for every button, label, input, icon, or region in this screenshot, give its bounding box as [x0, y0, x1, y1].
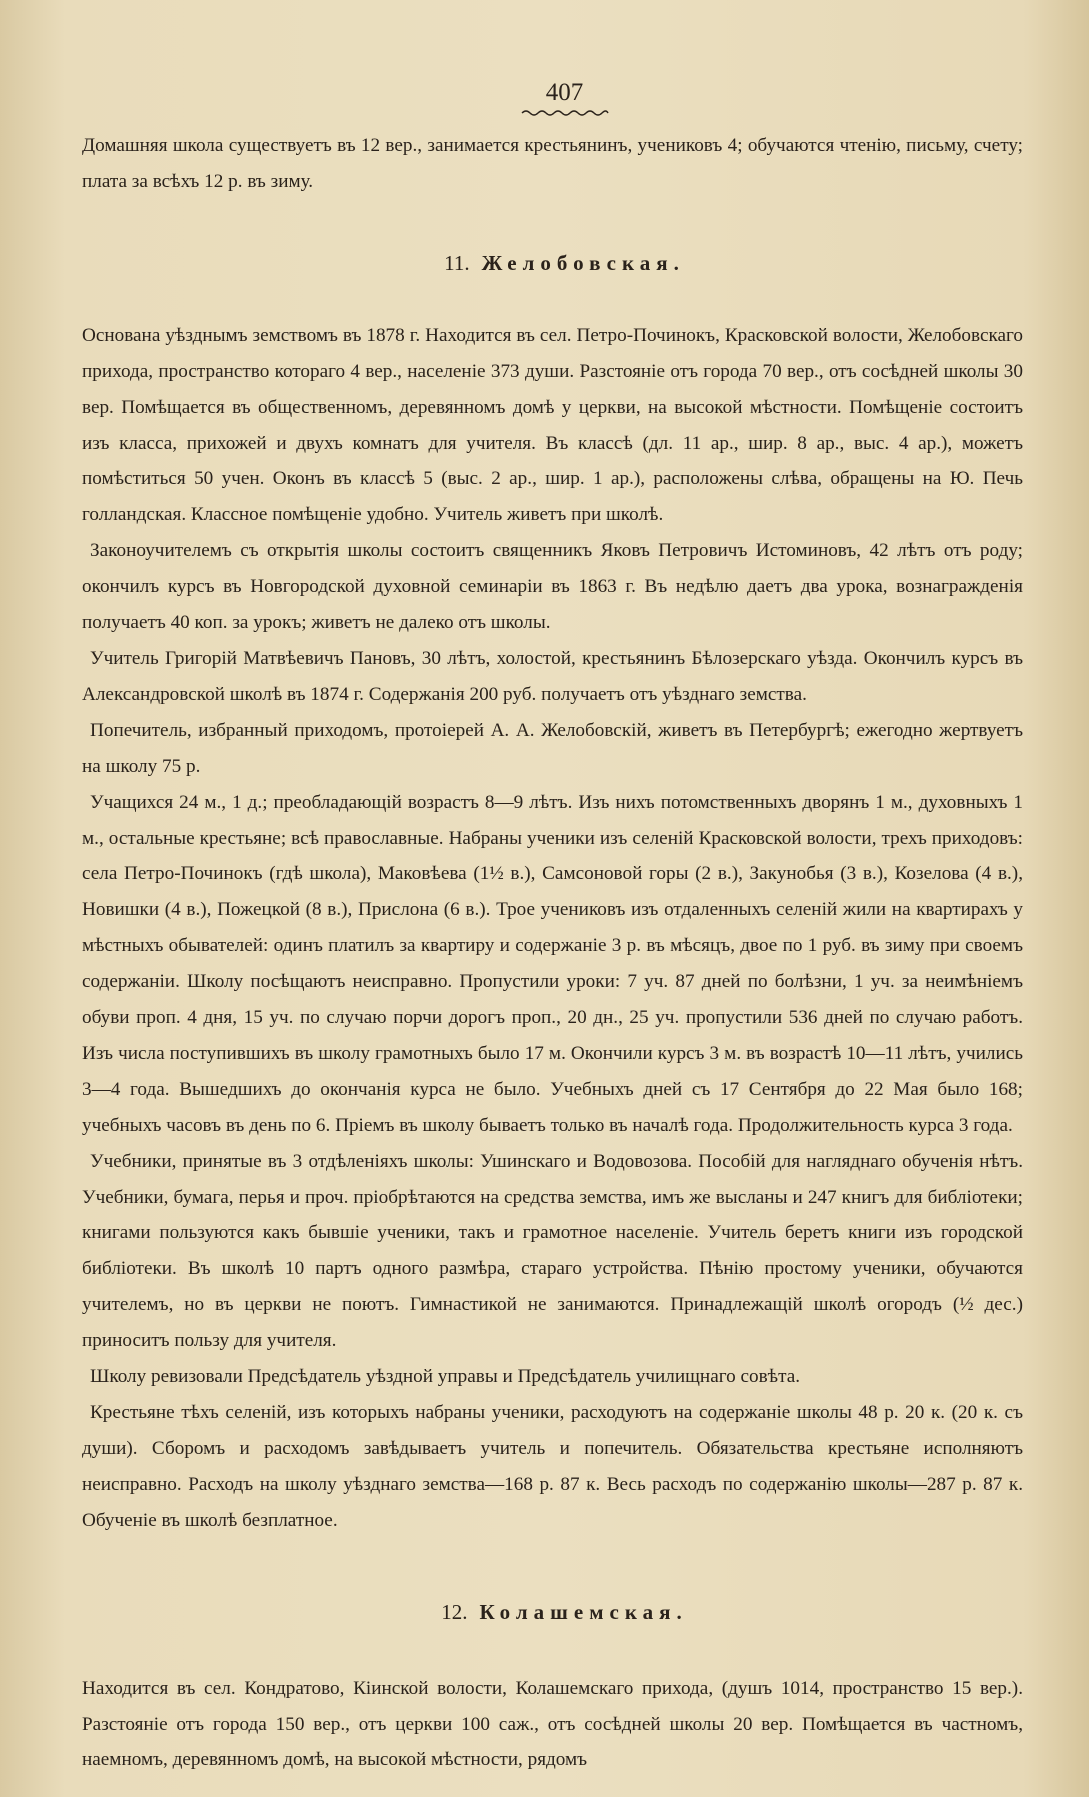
intro-paragraph: Домашняя школа существуетъ въ 12 вер., занимается крестьянинъ, учениковъ 4; обучаются чтенію, письму, счету; плата за всѣхъ 12 р. въ зиму.: [82, 135, 1023, 192]
section-heading-12: [106, 1597, 1023, 1627]
section-11-paragraph-5: Учащихся 24 м., 1 д.; преобладающій возрастъ 8—9 лѣтъ. Изъ нихъ потомственныхъ дворянъ 1 м., духовныхъ 1 м., остальные крестьяне; всѣ православные. Набраны ученики изъ селеній Красковской волости, трехъ приходовъ: села Петро-Починокъ (гдѣ школа), Маковѣева (1½ в.), Самсоновой горы (2 в.), Закунобья (3 в.), Козелова (4 в.), Новишки (4 в.), Пожецкой (8 в.), Прислона (6 в.). Трое учениковъ изъ отдаленныхъ селеній жили на квартирахъ у мѣстныхъ обывателей: одинъ платилъ за квартиру и содержаніе 3 р. въ мѣсяцъ, двое по 1 руб. въ зиму при своемъ содержаніи. Школу посѣщаютъ неисправно. Пропустили уроки: 7 уч. 87 дней по болѣзни, 1 уч. за неимѣніемъ обуви проп. 4 дня, 15 уч. по случаю порчи дорогъ проп., 20 дн., 25 уч. пропустили 536 дней по случаю работъ. Изъ числа поступившихъ въ школу грамотныхъ было 17 м. Окончили курсъ 3 м. въ возрастѣ 10—11 лѣтъ, учились 3—4 года. Вышедшихъ до окончанія курса не было. Учебныхъ дней съ 17 Сентября до 22 Мая было 168; учебныхъ часовъ въ день по 6. Пріемъ въ школу бываетъ только въ началѣ года. Продолжительность курса 3 года.: [82, 791, 1023, 1136]
section-11-paragraph-8: Крестьяне тѣхъ селеній, изъ которыхъ набраны ученики, расходуютъ на содержаніе школы 48 р. 20 к. (20 к. съ души). Сборомъ и расходомъ завѣдываетъ учитель и попечитель. Обязательства крестьяне исполняютъ неисправно. Расходъ на школу уѣзднаго земства—168 р. 87 к. Весь расходъ по содержанію школы—287 р. 87 к. Обученіе въ школѣ безплатное.: [82, 1402, 1023, 1531]
section-heading-11: [106, 248, 1023, 278]
section-number: 12.: [441, 1599, 468, 1624]
section-11-paragraph-1: Основана уѣзднымъ земствомъ въ 1878 г. Находится въ сел. Петро-Починокъ, Красковской волости, Желобовскаго прихода, пространство котораго 4 вер., населеніе 373 души. Разстояніе отъ города 70 вер., отъ сосѣдней школы 30 вер. Помѣщается въ общественномъ, деревянномъ домѣ у церкви, на высокой мѣстности. Помѣщеніе состоитъ изъ класса, прихожей и двухъ комнатъ для учителя. Въ классѣ (дл. 11 ар., шир. 8 ар., выс. 4 ар.), можетъ помѣститься 50 учен. Оконъ въ классѣ 5 (выс. 2 ар., шир. 1 ар.), расположены слѣва, обращены на Ю. Печь голландская. Классное помѣщеніе удобно. Учитель живетъ при школѣ.: [82, 324, 1023, 526]
section-number: 11.: [444, 250, 470, 275]
section-11-paragraph-6: Учебники, принятые въ 3 отдѣленіяхъ школы: Ушинскаго и Водовозова. Пособій для нагляднаго обученія нѣтъ. Учебники, бумага, перья и проч. пріобрѣтаются на средства земства, имъ же высланы и 247 книгъ для библіотеки; книгами пользуются какъ бывшіе ученики, такъ и грамотное населеніе. Учитель беретъ книги изъ городской библіотеки. Въ школѣ 10 партъ одного размѣра, стараго устройства. Пѣнію простому ученики, обучаются учителемъ, но въ церкви не поютъ. Гимнастикой не занимаются. Принадлежащій школѣ огородъ (½ дес.) приноситъ пользу для учителя.: [82, 1150, 1023, 1352]
section-title: Желобовская.: [481, 250, 685, 275]
section-11-paragraph-3: Учитель Григорій Матвѣевичъ Пановъ, 30 лѣтъ, холостой, крестьянинъ Бѣлозерскаго уѣзда. Окончилъ курсъ въ Александровской школѣ въ 1874 г. Содержанія 200 руб. получаетъ отъ уѣзднаго земства.: [82, 647, 1023, 705]
section-11-paragraph-7: Школу ревизовали Предсѣдатель уѣздной управы и Предсѣдатель училищнаго совѣта.: [90, 1366, 801, 1388]
page-number-ornament: [106, 108, 1023, 122]
section-11-paragraph-2: Законоучителемъ съ открытія школы состоитъ священникъ Яковъ Петровичъ Истоминовъ, 42 лѣтъ отъ роду; окончилъ курсъ въ Новгородской духовной семинаріи въ 1863 г. Въ недѣлю даетъ два урока, вознагражденія получаетъ 40 коп. за урокъ; живетъ не далеко отъ школы.: [82, 540, 1023, 634]
section-11-paragraph-4: Попечитель, избранный приходомъ, протоіерей А. А. Желобовскій, живетъ въ Петербургѣ; ежегодно жертвуетъ на школу 75 р.: [82, 719, 1023, 777]
section-12-paragraph-1: Находится въ сел. Кондратово, Кіинской волости, Колашемскаго прихода, (душъ 1014, пространство 15 вер.). Разстояніе отъ города 150 вер., отъ церкви 100 саж., отъ сосѣдней школы 20 вер. Помѣщается въ частномъ, наемномъ, деревянномъ домѣ, на высокой мѣстности, рядомъ: [82, 1677, 1023, 1771]
section-title: Колашемская.: [479, 1599, 688, 1624]
page-number: 407: [545, 79, 584, 106]
